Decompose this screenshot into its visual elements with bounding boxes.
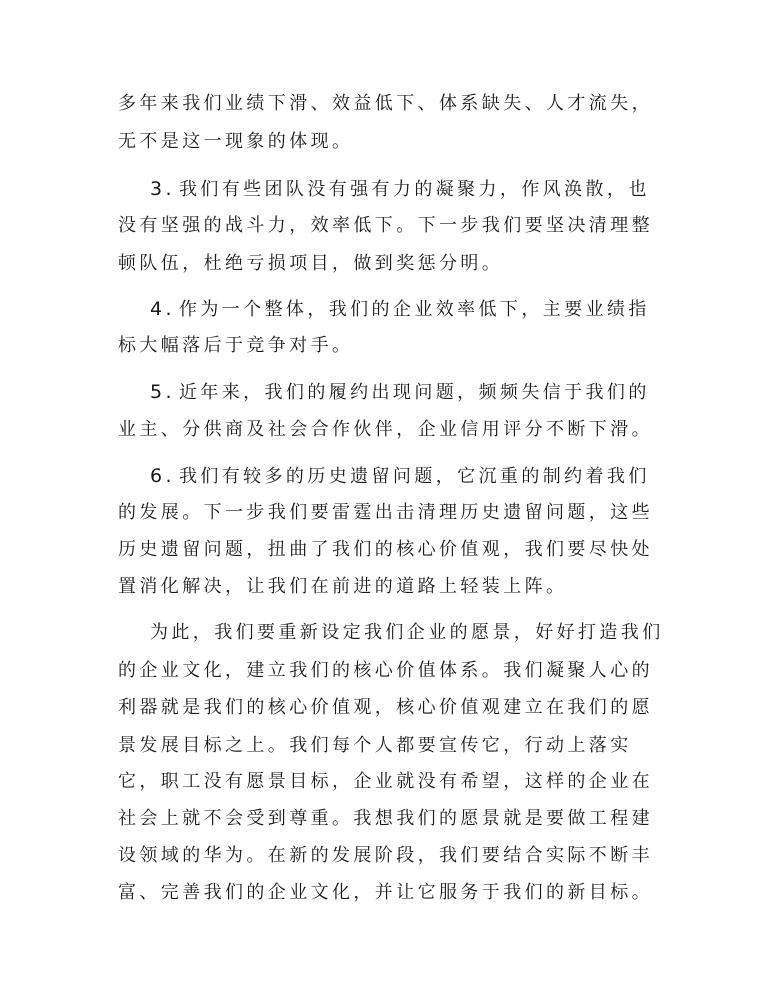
paragraph-conclusion-line-6: 社会上就不会受到尊重。我想我们的愿景就是要做工程建 <box>118 808 653 829</box>
paragraph-conclusion-line-8: 富、完善我们的企业文化，并让它服务于我们的新目标。 <box>118 882 653 903</box>
item-5-text-1: 近年来，我们的履约出现问题，频频失信于我们的 <box>178 382 650 403</box>
item-3-line-2: 没有坚强的战斗力，效率低下。下一步我们要坚决清理整 <box>118 215 653 236</box>
item-6-line-3: 历史遗留问题，扭曲了我们的核心价值观，我们要尽快处 <box>118 539 653 560</box>
item-5-number: 5. <box>150 381 175 403</box>
item-3-line-3: 顿队伍，杜绝亏损项目，做到奖惩分明。 <box>118 253 504 274</box>
paragraph-conclusion-line-5: 它，职工没有愿景目标，企业就没有希望，这样的企业在 <box>118 771 653 792</box>
paragraph-intro-line-2: 无不是这一现象的体现。 <box>118 131 354 152</box>
paragraph-conclusion-line-2: 的企业文化，建立我们的核心价值体系。我们凝聚人心的 <box>118 660 653 681</box>
paragraph-conclusion-line-3: 利器就是我们的核心价值观，核心价值观建立在我们的愿 <box>118 697 653 718</box>
item-5-line-1 <box>150 380 650 405</box>
item-6-line-2: 的发展。下一步我们要雷霆出击清理历史遗留问题，这些 <box>118 502 653 523</box>
item-5-line-2: 业主、分供商及社会合作伙伴，企业信用评分不断下滑。 <box>118 419 653 440</box>
item-4-line-1 <box>150 297 650 322</box>
item-3-text-1: 我们有些团队没有强有力的凝聚力，作风涣散，也 <box>178 179 650 200</box>
paragraph-conclusion-line-4: 景发展目标之上。我们每个人都要宣传它，行动上落实 <box>118 735 632 756</box>
paragraph-conclusion-line-1: 为此，我们要重新设定我们企业的愿景，好好打造我们 <box>150 622 664 643</box>
paragraph-intro-line-1: 多年来我们业绩下滑、效益低下、体系缺失、人才流失， <box>118 93 653 114</box>
item-3-line-1 <box>150 177 650 202</box>
item-6-text-1: 我们有较多的历史遗留问题，它沉重的制约着我们 <box>178 466 650 487</box>
item-6-line-4: 置消化解决，让我们在前进的道路上轻装上阵。 <box>118 576 568 597</box>
item-4-number: 4. <box>150 298 175 320</box>
item-6-line-1 <box>150 464 650 489</box>
item-4-text-1: 作为一个整体，我们的企业效率低下，主要业绩指 <box>178 299 650 320</box>
paragraph-conclusion-line-7: 设领域的华为。在新的发展阶段，我们要结合实际不断丰 <box>118 845 653 866</box>
item-3-number: 3. <box>150 178 175 200</box>
item-6-number: 6. <box>150 465 175 487</box>
item-4-line-2: 标大幅落后于竞争对手。 <box>118 335 354 356</box>
